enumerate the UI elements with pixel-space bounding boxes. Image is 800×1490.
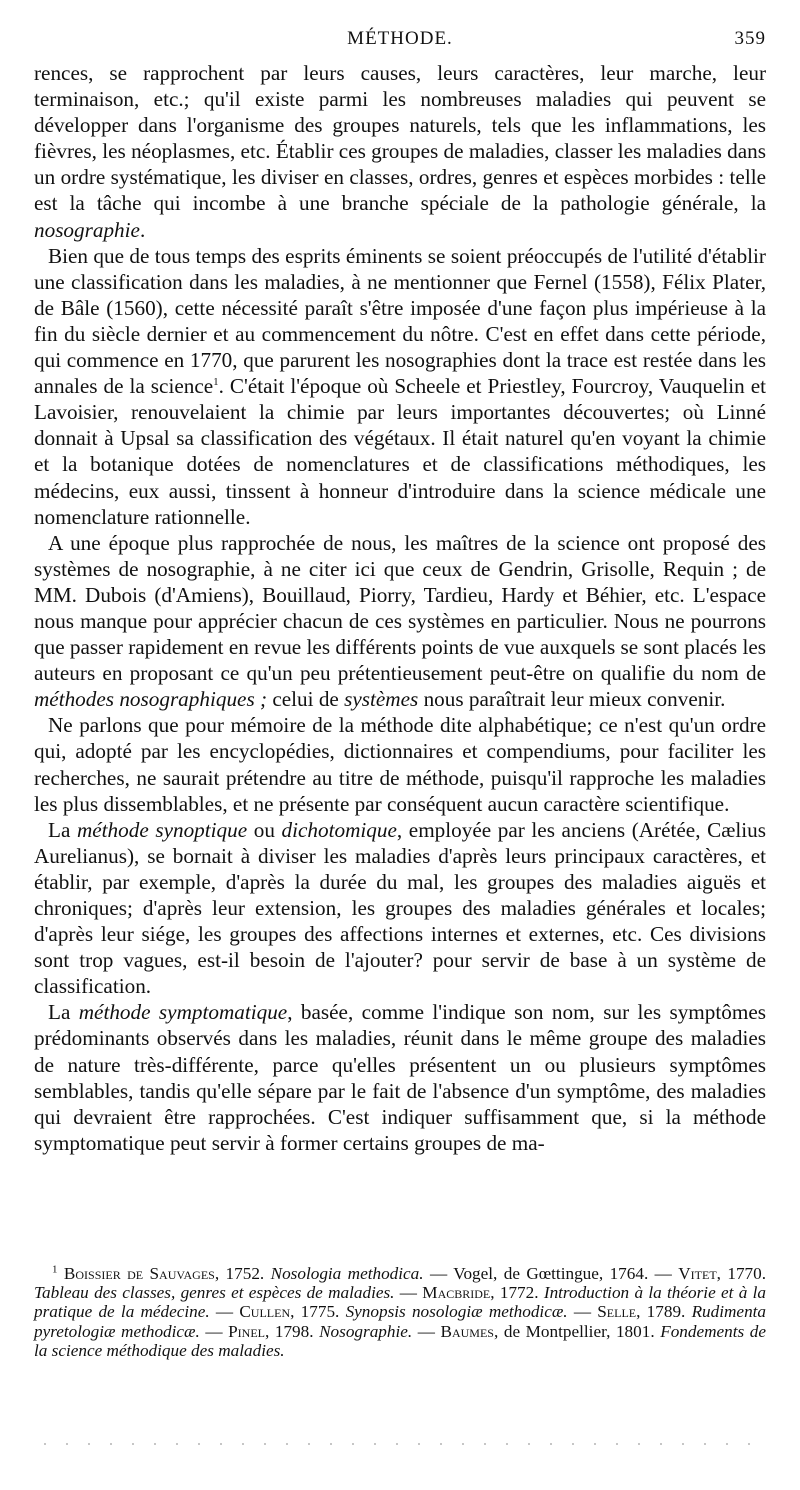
footnote-marker: 1 <box>213 376 219 389</box>
italic-term: dichotomique <box>281 817 397 842</box>
italic-term: Nosologia methodica. <box>270 1264 424 1283</box>
paragraph-2 <box>34 243 766 530</box>
text-run: — <box>209 1302 240 1322</box>
text-run: Baumes <box>440 1321 494 1341</box>
text-run: Pinel <box>228 1321 265 1341</box>
text-run: — <box>199 1321 229 1341</box>
text-run: , 1798. <box>265 1321 320 1341</box>
text-run: — <box>394 1283 423 1303</box>
text-run: ou <box>247 817 282 842</box>
text-run: . C'était l'époque où Scheele et Priestley, Fourcroy, Vauquelin et Lavoisier, renouvelaient la chimie par leurs importantes découvertes; où Linné donnait à Upsal sa classification des végétaux. Il était naturel qu'en voyant la chimie et la botanique dotées de nomenclatures et de classifications méthodiques, les médecins, eux aussi, tinssent à honneur d'introduire dans la science médicale une nomenclature rationnelle. <box>34 374 766 529</box>
italic-term: Synopsis nosologiæ methodicæ. <box>345 1302 568 1322</box>
text-run: Ne parlons que pour mémoire de la méthode dite alphabétique; ce n'est qu'un ordre qui, adopté par les encyclopédies, dictionnaires et compendiums, pour faciliter les recherches, ne saurait prétendre au titre de méthode, puisqu'il rapproche les maladies les plus dissemblables, et ne présente par conséquent aucun caractère scientifique. <box>34 713 766 816</box>
italic-term: méthodes nosographiques ; <box>34 687 268 712</box>
text-run: — <box>567 1302 598 1322</box>
italic-term: méthode synoptique <box>76 817 248 842</box>
text-run: Selle <box>597 1302 637 1322</box>
running-header <box>34 28 766 58</box>
paragraph-5 <box>34 817 766 1000</box>
italic-term: Tableau des classes, genres et espèces de maladies. <box>34 1283 395 1303</box>
italic-term: Fondements de la science méthodique des maladies. <box>34 1321 766 1360</box>
footnote-1 <box>34 1264 766 1360</box>
italic-term: Rudimenta pyretologiæ methodicæ. <box>34 1302 767 1341</box>
paragraph-4 <box>34 712 766 816</box>
text-run: — <box>412 1321 441 1341</box>
text-run: , 1772. <box>490 1283 544 1303</box>
text-run: , 1752. <box>214 1264 271 1283</box>
text-run: celui de <box>267 687 345 712</box>
text-run: , de Montpellier, 1801. <box>494 1321 661 1341</box>
body-text <box>34 60 766 1156</box>
italic-term: nosographie <box>34 217 140 242</box>
text-run: La <box>48 817 77 842</box>
text-run: Macbride <box>422 1283 491 1303</box>
running-title: MÉTHODE. <box>347 28 453 49</box>
text-run: — Vogel, de Gœttingue, 1764. — <box>423 1264 679 1283</box>
text-run: nous paraîtrait leur mieux convenir. <box>418 687 726 712</box>
text-run: , 1775. <box>290 1302 346 1322</box>
italic-term: Introduction à la théorie et à la pratique de la médecine. <box>34 1283 767 1322</box>
text-run: . <box>139 217 146 242</box>
paragraph-3 <box>34 530 766 713</box>
text-run: A une époque plus rapprochée de nous, les maîtres de la science ont proposé des systèmes de nosographie, à ne citer ici que ceux de Gendrin, Grisolle, Requin ; de MM. Dubois (d'Amiens), Bouillaud, Piorry, Tardieu, Hardy et Béhier, etc. L'espace nous manque pour apprécier chacun de ces systèmes en particulier. Nous ne pourrons que passer rapidement en revue les différents points de vue auxquels se sont placés les auteurs en proposant ce qu'un peu prétentieusement peut-être on qualifie du nom de <box>34 530 766 686</box>
footnote-marker: 1 <box>52 1263 58 1276</box>
bottom-dotted-rule <box>34 1442 766 1446</box>
text-run: Boissier de Sauvages <box>63 1264 215 1283</box>
paragraph-6 <box>34 999 766 1156</box>
italic-term: Nosographie. <box>319 1321 413 1341</box>
footnotes <box>34 1264 766 1360</box>
text-run: Cullen <box>239 1302 291 1322</box>
italic-term: méthode symptomatique <box>78 1000 288 1025</box>
text-run: , basée, comme l'indique son nom, sur les symptômes prédominants observés dans les maladies, réunit dans le même groupe des maladies de nature très-différente, parce qu'elles présentent un ou plusieurs symptômes semblables, tandis qu'elle sépare par le fait de l'absence d'un symptôme, des maladies qui devraient être rapprochées. C'est indiquer suffisamment que, si la méthode symptomatique peut servir à former certains groupes de ma- <box>34 1000 766 1155</box>
text-run: , employée par les anciens (Arétée, Cælius Aurelianus), se bornait à diviser les maladies d'après leurs principaux caractères, et établir, par exemple, d'après la durée du mal, les groupes des maladies aiguës et chroniques; d'après leur extension, les groupes des maladies générales et locales; d'après leur siége, les groupes des affections internes et externes, etc. Ces divisions sont trop vagues, est-il besoin de l'ajouter? pour servir de base à un système de classification. <box>34 817 766 999</box>
paragraph-1 <box>34 60 766 243</box>
text-run: Vitet <box>678 1264 717 1283</box>
italic-term: systèmes <box>344 687 419 712</box>
text-run: , 1789. <box>636 1302 692 1322</box>
text-run: rences, se rapprochent par leurs causes, leurs caractères, leur marche, leur terminaison, etc.; qu'il existe parmi les nombreuses maladies qui peuvent se développer dans l'organisme des groupes naturels, tels que les inflammations, les fièvres, les néoplasmes, etc. Établir ces groupes de maladies, classer les maladies dans un ordre systématique, les diviser en classes, ordres, genres et espèces morbides : telle est la tâche qui incombe à une branche spéciale de la pathologie générale, la <box>34 61 766 216</box>
text-run: La <box>48 1000 79 1025</box>
text-run: , 1770. <box>716 1264 767 1283</box>
page-number: 359 <box>734 28 766 49</box>
text-run: Bien que de tous temps des esprits éminents se soient préoccupés de l'utilité d'établir une classification dans les maladies, à ne mentionner que Fernel (1558), Félix Plater, de Bâle (1560), cette nécessité paraît s'être imposée d'une façon plus impérieuse à la fin du siècle dernier et au commencement du nôtre. C'est en effet dans cette période, qui commence en 1770, que parurent les nosographies dont la trace est restée dans les annales de la science <box>34 243 766 399</box>
